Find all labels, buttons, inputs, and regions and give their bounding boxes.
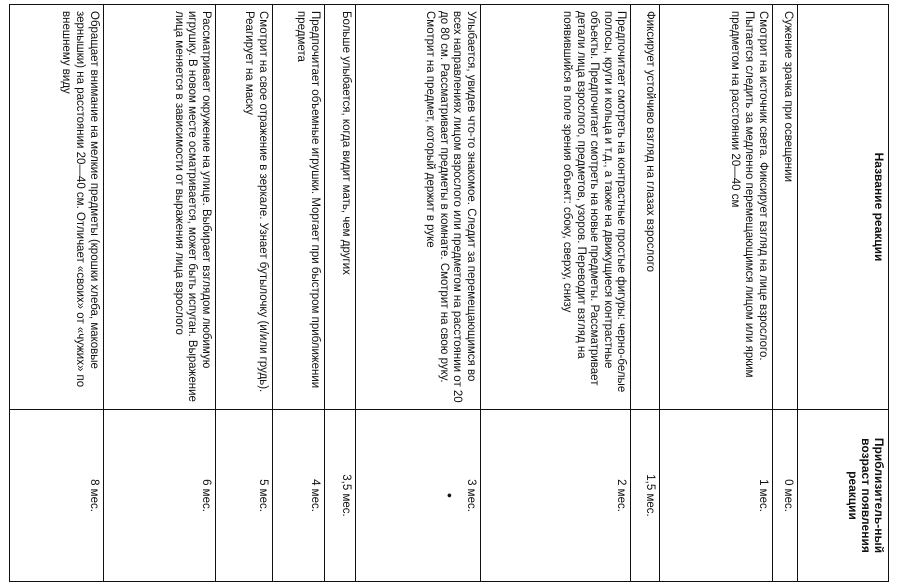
reaction-age: 1,5 мес. <box>631 410 660 582</box>
table-row <box>324 5 355 582</box>
table-row <box>272 5 324 582</box>
table-row <box>215 5 272 582</box>
table-row <box>356 5 481 582</box>
reaction-text: Обращает внимание на мелкие предметы (крошки хлеба, маковые зернышки) на расстоянии 20—40 см. Отличает «своих» от «чужих» по внешнему виду <box>10 5 104 410</box>
table-row <box>660 5 772 582</box>
table-row <box>480 5 631 582</box>
reaction-age: 4 мес. <box>272 410 324 582</box>
reaction-text: Рассматривает окружение на улице. Выбирает взглядом любимую игрушку. В новом месте осматривается, может быть испуган. Выражение лица меняется в зависимости от выражения лица взрослого <box>103 5 215 410</box>
header-approx-age: Приблизитель-ный возраст появления реакции <box>797 410 888 582</box>
table-row <box>10 5 104 582</box>
reaction-age: 6 мес. <box>103 410 215 582</box>
reactions-table <box>9 4 889 582</box>
reaction-text: Смотрит на источник света. Фиксирует взгляд на лице взрослого. Пытается следить за медленно перемещающимся лицом или ярким предметом на расстоянии 20—40 см <box>660 5 772 410</box>
reaction-text: Предпочитает объемные игрушки. Моргает при быстром приближении предмета <box>272 5 324 410</box>
table-row <box>772 5 797 582</box>
reaction-text: Улыбается, увидев что-то знакомое. Следит за перемещающимся во всех направлениях лицом взрослого или предметом на расстоянии от 20 до 80 см. Рассматривает предметы в комнате. Смотрит на свою руку. Смотрит на предмет, который держит в руке <box>356 5 481 410</box>
table-header-row <box>797 5 888 582</box>
reaction-age: 3 мес. <box>464 479 477 512</box>
reaction-age: 8 мес. <box>10 410 104 582</box>
reaction-text: Фиксирует устойчиво взгляд на глазах взрослого <box>631 5 660 410</box>
reaction-age: 3,5 мес. <box>324 410 355 582</box>
reaction-text: Предпочитает смотреть на контрастные простые фигуры: черно-белые полосы, круги и кольца и т.д., а также на движущиеся контрастные объекты. Предпочитает смотреть на новые предметы. Рассматривает детали лица взрослого, предметов, узоров. Переводит взгляд на появившийся в поле зрения объект: сбоку, сверху, снизу <box>480 5 631 410</box>
header-reaction-name: Название реакции <box>797 5 888 410</box>
ink-dot-mark: • <box>442 493 459 498</box>
reaction-text: Больше улыбается, когда видит мать, чем других <box>324 5 355 410</box>
reaction-age: 0 мес. <box>772 410 797 582</box>
reaction-age: 1 мес. <box>660 410 772 582</box>
reaction-text: Смотрит на свое отражение в зеркале. Узнает бутылочку (и/или грудь). Реагирует на маску <box>215 5 272 410</box>
reaction-age-cell <box>356 410 481 582</box>
reaction-text: Сужение зрачка при освещении <box>772 5 797 410</box>
table-row <box>103 5 215 582</box>
table-row <box>631 5 660 582</box>
reaction-age: 2 мес. <box>480 410 631 582</box>
reaction-age: 5 мес. <box>215 410 272 582</box>
